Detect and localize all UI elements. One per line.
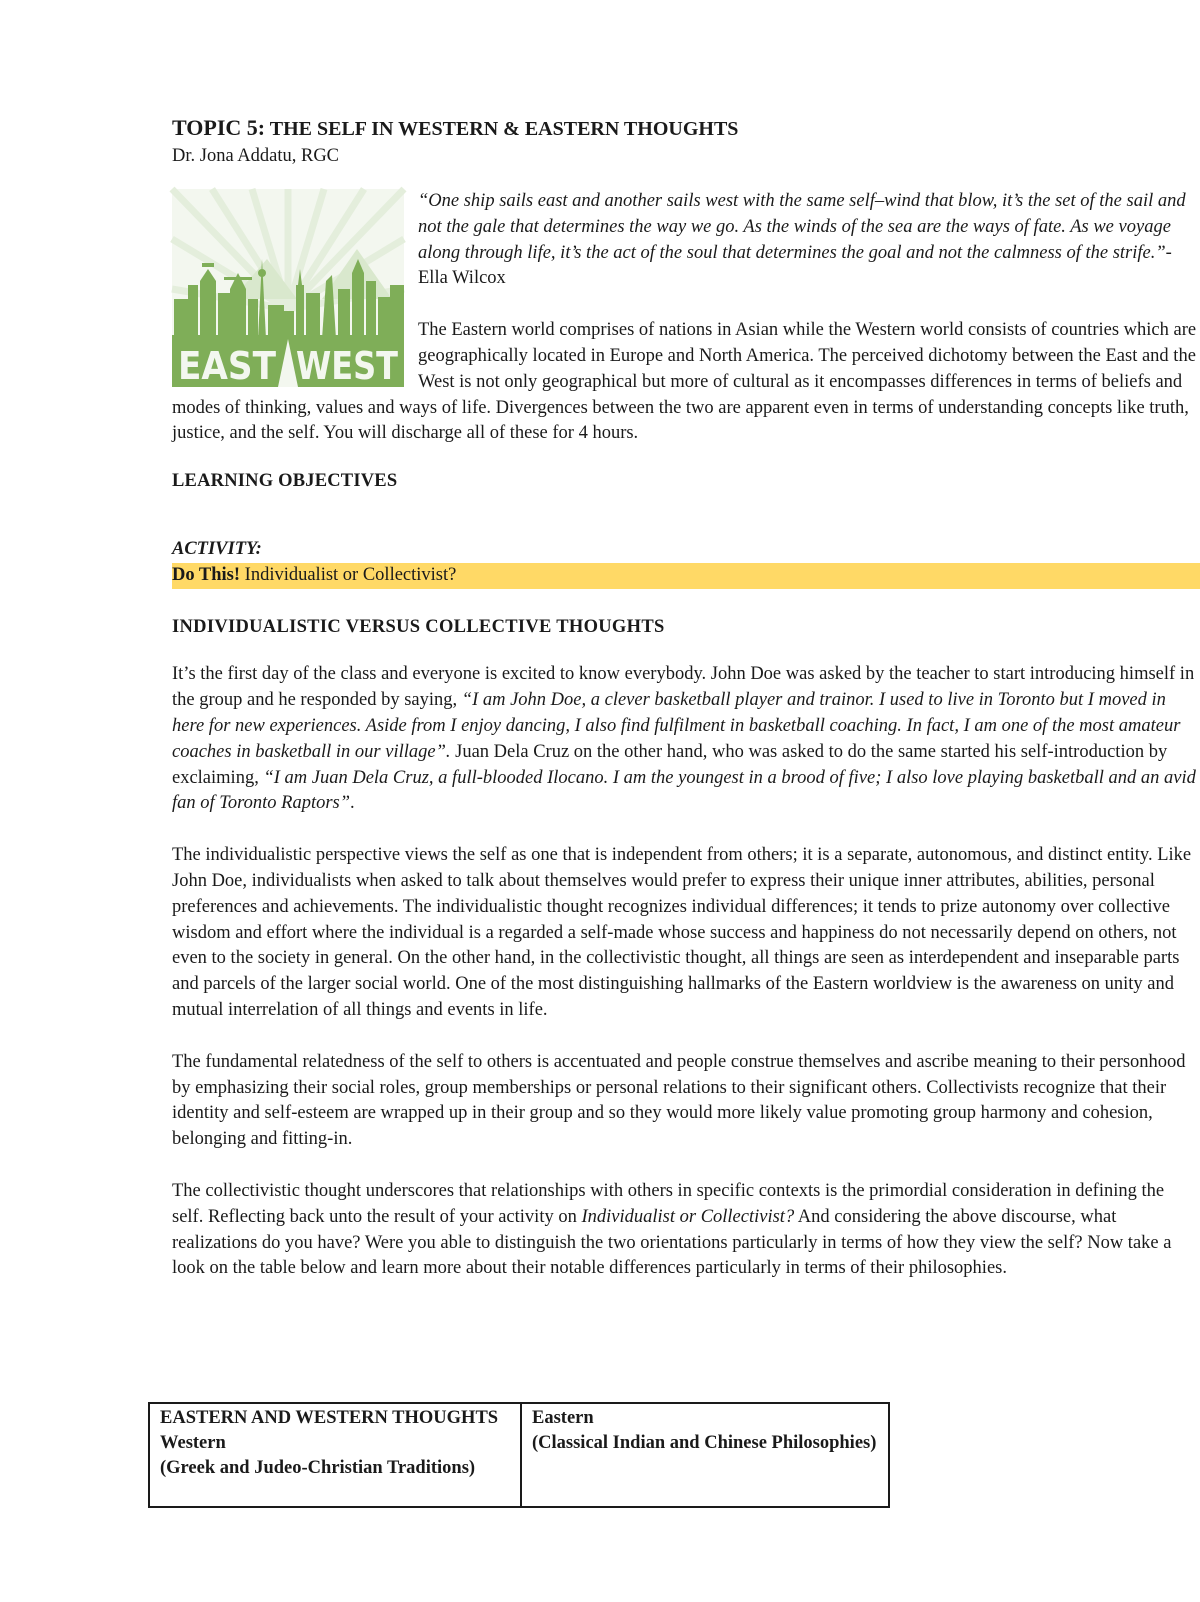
activity-highlight-bar xyxy=(172,563,1200,589)
paragraph-individualistic-perspective: The individualistic perspective views the self as one that is independent from others; it is a separate, autonomous, and distinct entity. Like John Doe, individualists when asked to talk about themselves would prefer to express their unique inner attributes, abilities, personal preferences and achievements. The individualistic thought recognizes individual differences; it tends to prize autonomy over collective wisdom and effort where the individual is a regarded a self-made whose success and happiness do not necessarily depend on others, not even to the society in general. On the other hand, in the collectivistic thought, all things are seen as interdependent and inseparable parts and parcels of the larger social world. One of the most distinguishing hallmarks of the Eastern worldview is the awareness on unity and mutual interrelation of all things and events in life. xyxy=(172,845,1192,1020)
section-heading: INDIVIDUALISTIC VERSUS COLLECTIVE THOUGHTS xyxy=(172,616,665,637)
quote-text: “One ship sails east and another sails west with the same self–wind that blow, it’s the set of the sail and not the gale that determines the way we go. As the winds of the sea are the ways of fate. As we voyage along through life, it’s the act of the soul that determines the goal and not the calmness of the strife.” xyxy=(418,191,1186,263)
svg-text:EAST: EAST xyxy=(178,344,277,388)
paragraph-introductions xyxy=(172,662,1200,817)
comparison-table xyxy=(148,1402,890,1508)
paragraph-collectivistic-thought xyxy=(172,1179,1200,1282)
activity-label: ACTIVITY: xyxy=(172,538,262,559)
table-cell-eastern xyxy=(521,1403,889,1507)
paragraph-text: It’s the first day of the class and everyone is excited to know everybody. John Doe was asked by the teacher to start introducing himself in the group and he responded by saying, xyxy=(172,664,1195,711)
paragraph-fundamental-relatedness: The fundamental relatedness of the self to others is accentuated and people construe themselves and ascribe meaning to their personhood by emphasizing their social roles, group memberships or personal relations to their significant others. Collectivists recognize that their identity and self-esteem are wrapped up in their group and so they would more likely value promoting group harmony and cohesion, belonging and fitting-in. xyxy=(172,1051,1186,1150)
topic-number: TOPIC 5: xyxy=(172,115,266,140)
document-page xyxy=(172,114,1200,1308)
svg-text:WEST: WEST xyxy=(296,344,399,388)
activity-reference: Individualist or Collectivist? xyxy=(581,1206,795,1227)
john-doe-quote: “I am John Doe, a clever basketball player and trainor. I used to live in Toronto but I moved in here for new experiences. Aside from I enjoy dancing, I also find fulfilment in basketball coaching. In fact, I am one of the most amateur coaches in basketball in our village”. xyxy=(172,690,1181,762)
paragraph-text: And considering the above discourse, what realizations do you have? Were you able to distinguish the two orientations particularly in terms of how they view the self? Now take a look on the table below and learn more about their notable differences particularly in terms of their philosophies. xyxy=(172,1206,1172,1279)
table-cell-western xyxy=(149,1403,521,1507)
western-subheader: (Greek and Judeo-Christian Traditions) xyxy=(160,1458,476,1478)
activity-prompt: Individualist or Collectivist? xyxy=(240,564,457,585)
do-this-label: Do This! xyxy=(172,564,241,585)
paragraph-text: Juan Dela Cruz on the other hand, who was asked to do the same started his self-introduction by exclaiming, xyxy=(172,741,1168,788)
eastern-header: Eastern xyxy=(532,1408,594,1428)
author-name: Dr. Jona Addatu, RGC xyxy=(172,146,340,166)
learning-objectives-heading: LEARNING OBJECTIVES xyxy=(172,471,398,492)
topic-title-text: THE SELF IN WESTERN & EASTERN THOUGHTS xyxy=(269,118,739,140)
east-west-logo-image xyxy=(172,189,404,387)
eastern-subheader: (Classical Indian and Chinese Philosophies) xyxy=(532,1433,877,1453)
paragraph-text: . xyxy=(350,793,355,814)
intro-paragraph: The Eastern world comprises of nations in Asian while the Western world consists of countries which are geographically located in Europe and North America. The perceived dichotomy between the East and the West is not only geographical but more of cultural as it encompasses differences in terms of beliefs and modes of thinking, values and ways of life. Divergences between the two are apparent even in terms of understanding concepts like truth, justice, and the self. You will discharge all of these for 4 hours. xyxy=(172,320,1197,444)
juan-dela-cruz-quote: “I am Juan Dela Cruz, a full-blooded Ilocano. I am the youngest in a brood of five; I also love playing basketball and an avid fan of Toronto Raptors” xyxy=(172,767,1196,814)
intro-section xyxy=(172,189,1200,447)
page-title xyxy=(172,114,1200,143)
quote-attribution: - Ella Wilcox xyxy=(418,242,1172,289)
paragraph-text: The collectivistic thought underscores that relationships with others in specific contexts is the primordial consideration in defining the self. Reflecting back unto the result of your activity on xyxy=(172,1180,1165,1227)
western-header: EASTERN AND WESTERN THOUGHTS Western xyxy=(160,1408,499,1453)
table-row xyxy=(149,1403,889,1507)
